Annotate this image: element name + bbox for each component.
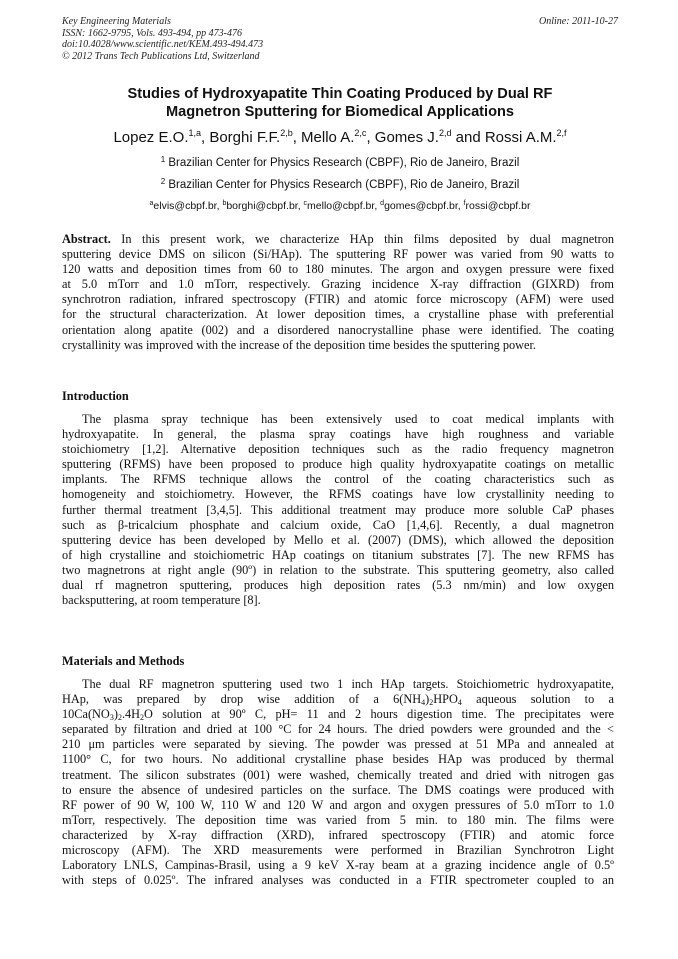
author-affil-mark: 2,c — [354, 128, 367, 138]
affiliation-number: 1 — [160, 155, 166, 164]
abstract-line: sputtering device DMS on silicon (Si/HAp). The sputtering RF power was varied from 90 watts to — [62, 247, 614, 262]
affiliation-number: 2 — [160, 177, 166, 186]
abstract-line: for the structural characterization. At lower deposition times, a crystalline phase with preferential — [62, 307, 614, 322]
author-affil-mark: 2,f — [556, 128, 567, 138]
doi-line: doi:10.4028/www.scientific.net/KEM.493-494.473 — [62, 39, 264, 50]
author-list — [62, 128, 618, 148]
email-link[interactable]: borghi@cbpf.br, — [226, 200, 304, 212]
email-mark: b — [222, 200, 227, 207]
author-name: Lopez E.O. — [113, 129, 189, 146]
issn-line: ISSN: 1662-9795, Vols. 493-494, pp 473-476 — [62, 27, 242, 39]
abstract-line: synchrotron radiation, infrared spectroscopy (FTIR) and atomic force microscopy (AFM) were used — [62, 292, 614, 307]
journal-name: Key Engineering Materials — [62, 16, 171, 27]
methods-line: with steps of 0.025º. The infrared analyses was conducted in a FTIR spectrometer coupled to an — [62, 873, 614, 888]
section-heading-methods: Materials and Methods — [62, 654, 185, 668]
methods-line: separated by filtration and dried at 100 °C for 24 hours. The dried powders were grounded and the < — [62, 722, 614, 737]
affiliation-1 — [62, 156, 618, 170]
title-line-2: Magnetron Sputtering for Biomedical Applications — [165, 103, 515, 120]
intro-line: such as β-tricalcium phosphate and calcium oxide, CaO [1,4,6]. Recently, a dual magnetron — [62, 517, 614, 532]
affiliation-text: Brazilian Center for Physics Research (CBPF), Rio de Janeiro, Brazil — [168, 157, 520, 169]
intro-line: further thermal treatment [3,4,5]. This additional treatment may produce more soluble CaP phases — [62, 502, 614, 517]
methods-line: Laboratory LNLS, Campinas-Brasil, using a 9 keV X-ray beam at a grazing incidence angle of 0.5º — [62, 858, 614, 873]
abstract-line: at 5.0 mTorr and 1.0 mTorr, respectively. Grazing incidence X-ray diffraction (GIXRD) from — [62, 277, 614, 292]
email-mark: d — [380, 200, 385, 207]
author-affil-mark: 2,b — [280, 128, 293, 138]
intro-line: stoichiometry [1,2]. Alternative deposition techniques such as the radio frequency magnetron — [62, 442, 614, 457]
intro-line: sputtering device has been developed by Mello et al. (2007) (DMS), which allowed the deposition — [62, 532, 614, 547]
abstract-line: crystallinity was improved with the increase of the deposition time besides the sputtering power. — [62, 337, 537, 352]
journal-header — [62, 16, 618, 62]
intro-line: dual rf magnetron sputtering, produces high deposition rates (5.3 nm/min) and low oxygen — [62, 578, 614, 593]
methods-body — [62, 677, 614, 888]
methods-line: 210 μm particles were separated by sieving. The powder was pressed at 51 MPa and annealed at — [62, 737, 614, 752]
intro-line: two magnetrons at right angle (90º) in relation to the substrate. This sputtering geometry, also called — [62, 562, 614, 577]
affiliation-text: Brazilian Center for Physics Research (CBPF), Rio de Janeiro, Brazil — [168, 179, 520, 191]
intro-line: The plasma spray technique has been extensively used to coat medical implants with — [82, 412, 614, 426]
intro-line: homogeneity and stoichiometry. However, the RFMS coatings have low crystallinity needing to — [62, 487, 614, 502]
intro-line: backsputtering, at room temperature [8]. — [62, 593, 261, 608]
online-date: Online: 2011-10-27 — [539, 16, 618, 27]
methods-line: microscopy (AFM). The XRD measurements were performed in Brazilian Synchrotron Light — [62, 843, 614, 858]
author-emails — [62, 200, 618, 213]
author-affil-mark: 2,d — [438, 128, 452, 138]
abstract-label: Abstract. — [62, 232, 111, 246]
author-name: and Rossi A.M. — [451, 129, 557, 146]
intro-line: of high crystalline and stoichiometric HAp coatings on titanium substrates [7]. The new RFMS has — [62, 547, 614, 562]
intro-line: sputtering (RFMS) have been proposed to produce high quality hydroxyapatite coatings on metallic — [62, 457, 614, 472]
author-name: , Gomes J. — [366, 129, 439, 146]
abstract-line: 120 watts and deposition times from 60 to 180 minutes. The argon and oxygen pressure were fixed — [62, 262, 614, 277]
email-mark: c — [303, 200, 308, 207]
author-affil-mark: 1,a — [188, 128, 201, 138]
author-name: , Borghi F.F. — [201, 129, 281, 146]
email-link[interactable]: gomes@cbpf.br, — [384, 200, 464, 212]
email-link[interactable]: mello@cbpf.br, — [307, 200, 381, 212]
methods-line: 1100° C, for two hours. No additional crystalline phase besides HAp was produced by thermal — [62, 752, 614, 767]
methods-line: to ensure the absence of undesired particles on the surface. The DMS coatings were produced with — [62, 782, 614, 797]
author-name: , Mello A. — [292, 129, 355, 146]
methods-line: treatment. The silicon substrates (001) were washed, chemically treated and dried with nitrogen gas — [62, 767, 614, 782]
methods-line: RF power of 90 W, 100 W, 110 W and 120 W and argon and oxygen pressures of 5.0 mTorr to 1.0 — [62, 797, 614, 812]
paper-title — [62, 86, 618, 121]
email-link[interactable]: elvis@cbpf.br, — [153, 200, 223, 212]
methods-line: characterized by X-ray diffraction (XRD), infrared spectroscopy (FTIR) and atomic force — [62, 827, 614, 842]
intro-line: hydroxyapatite. In general, the plasma spray coatings have high roughness and variable — [62, 427, 614, 442]
introduction-body — [62, 412, 614, 608]
affiliation-2 — [62, 178, 618, 192]
email-link[interactable]: rossi@cbpf.br — [465, 200, 531, 212]
abstract — [62, 232, 614, 353]
abstract-line: Abstract. In this present work, we characterize HAp thin films deposited by dual magnetron — [62, 232, 614, 246]
section-heading-introduction: Introduction — [62, 389, 129, 403]
title-line-1: Studies of Hydroxyapatite Thin Coating Produced by Dual RF — [127, 86, 553, 102]
intro-line: implants. The RFMS technique allows the control of the coating characteristics such as — [62, 472, 614, 487]
copyright-line: © 2012 Trans Tech Publications Ltd, Switzerland — [62, 50, 260, 62]
methods-line: mTorr, respectively. The deposition time was varied from 5 min. to 180 min. The films were — [62, 812, 614, 827]
abstract-line: orientation along apatite (002) and a disordered nanocrystalline phase were identified. The coating — [62, 322, 614, 337]
methods-line: The dual RF magnetron sputtering used two 1 inch HAp targets. Stoichiometric hydroxyapatite, — [82, 677, 614, 691]
email-mark: a — [149, 200, 154, 207]
methods-line: $10Ca(NO_3)_2.4H_2O$ solution at 90º C, pH= 11 and 2 hours digestion time. The precipitates were — [62, 707, 614, 723]
email-mark: f — [463, 200, 466, 207]
methods-line: HAp, was prepared by drop wise addition of a $6(NH_4)_2HPO_4$ aqueous solution to a — [62, 692, 614, 708]
